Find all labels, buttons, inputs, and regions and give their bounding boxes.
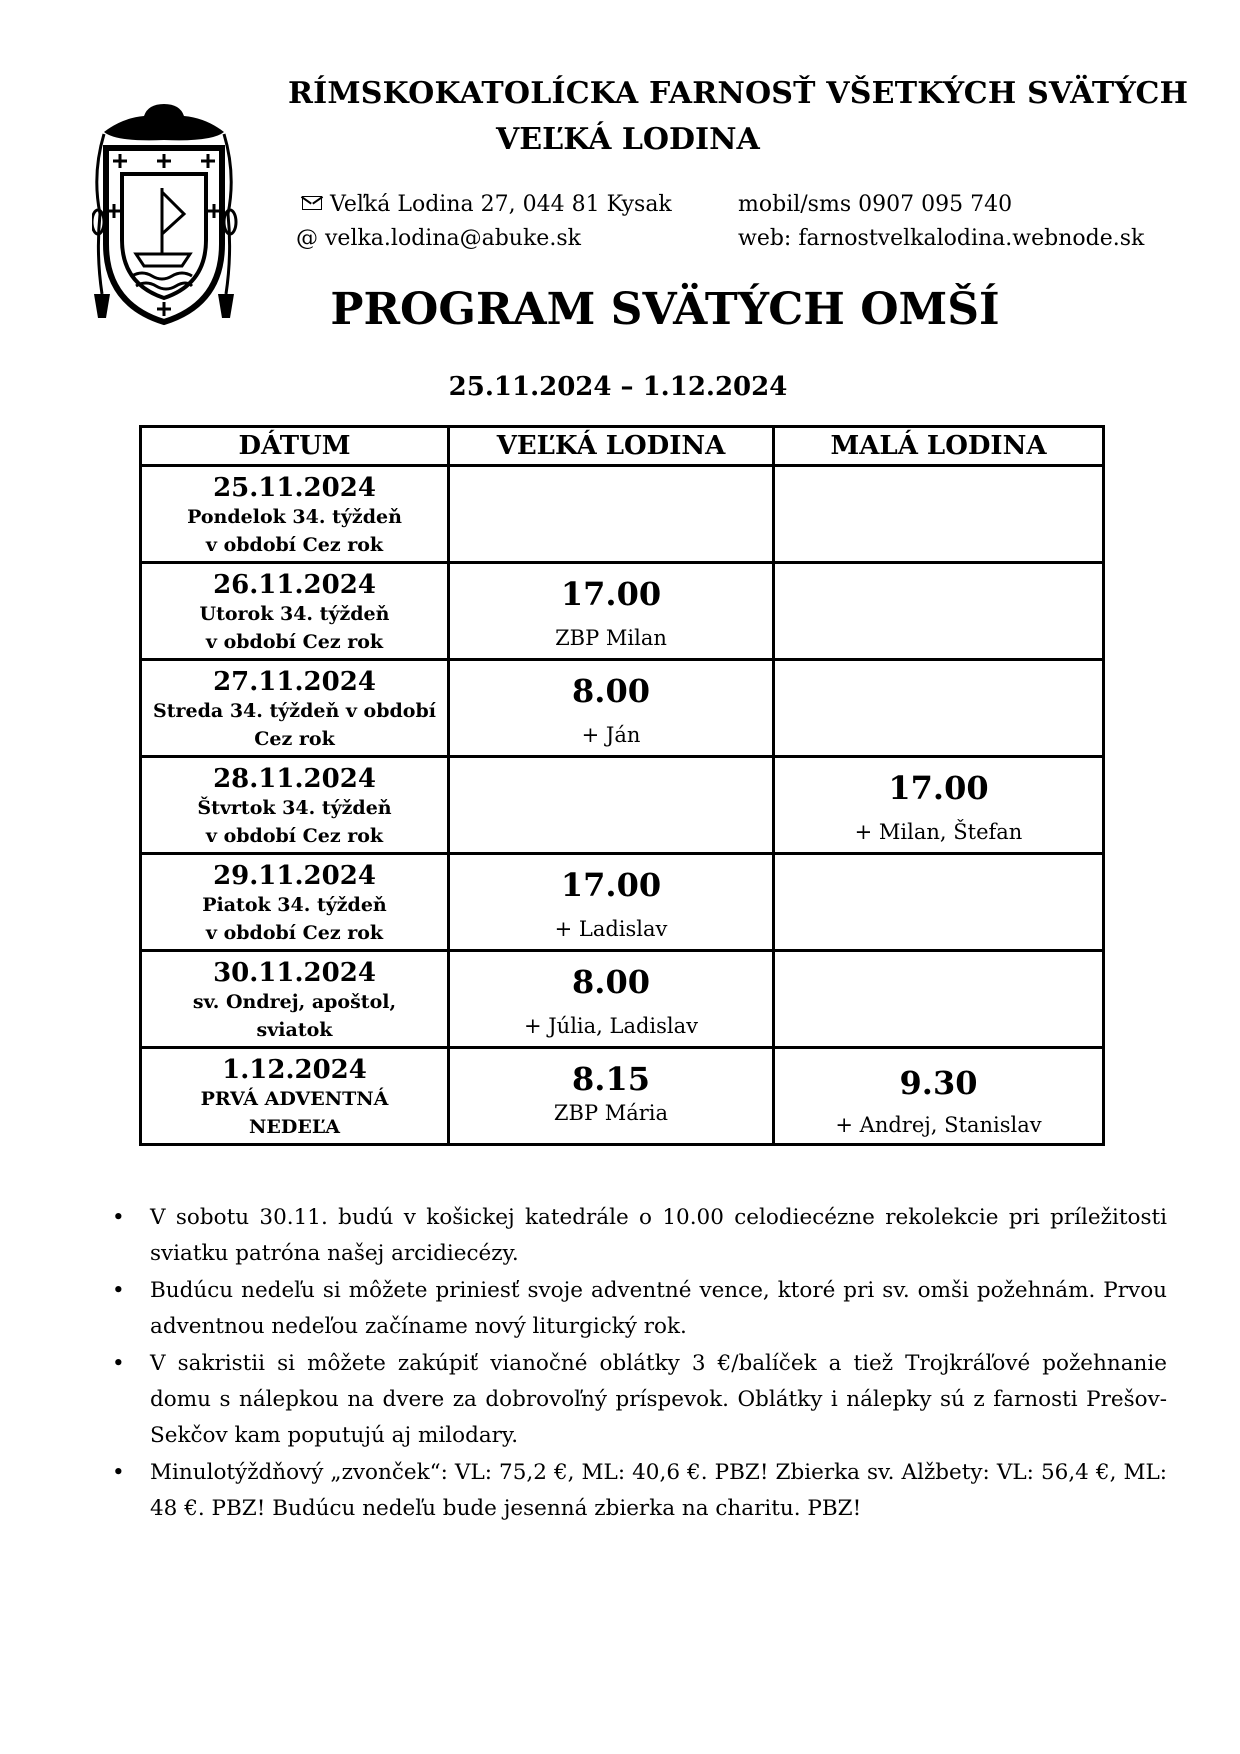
date: 1.12.2024 [222, 1055, 367, 1085]
velka-lodina-cell [449, 951, 774, 1048]
announcement-item: • V sobotu 30.11. budú v košickej katedrále o 10.00 celodiecézne rekolekcie pri príležitosti sviatku patróna našej arcidiecézy. [112, 1200, 1167, 1272]
table-row [141, 854, 1104, 951]
table-row [141, 660, 1104, 757]
mass-schedule-table [139, 425, 1105, 1146]
mass-intention: + Ján [581, 723, 641, 747]
date-cell [141, 563, 449, 660]
table-row [141, 466, 1104, 563]
mass-time: 8.00 [572, 963, 650, 1001]
mass-intention: + Milan, Štefan [854, 820, 1023, 844]
address-line [302, 192, 672, 217]
date-cell [141, 951, 449, 1048]
parish-place: VEĽKÁ LODINA [496, 122, 760, 157]
announcements-list [112, 1200, 1167, 1528]
announcement-item: • Minulotýždňový „zvonček“: VL: 75,2 €, ML: 40,6 €. PBZ! Zbierka sv. Alžbety: VL: 56,4 €, ML: 48 €. PBZ! Budúcu nedeľu bude jesenná zbierka na charitu. PBZ! [112, 1455, 1167, 1527]
header-mala-lodina: MALÁ LODINA [774, 427, 1104, 466]
day-description: Pondelok 34. týždeň [187, 506, 402, 528]
web-line: web: farnostvelkalodina.webnode.sk [738, 226, 1145, 251]
date: 27.11.2024 [213, 667, 376, 697]
mass-intention: + Júlia, Ladislav [523, 1014, 699, 1038]
day-description: Cez rok [254, 728, 335, 750]
day-description: PRVÁ ADVENTNÁ [200, 1088, 389, 1110]
date-cell [141, 660, 449, 757]
table-row [141, 1048, 1104, 1145]
mass-intention: + Ladislav [554, 917, 668, 941]
mass-time: 17.00 [560, 575, 662, 613]
table-row [141, 563, 1104, 660]
mala-lodina-cell [774, 563, 1104, 660]
velka-lodina-cell [449, 1048, 774, 1145]
email-line: @ velka.lodina@abuke.sk [296, 226, 581, 251]
day-description: Utorok 34. týždeň [199, 603, 390, 625]
day-description: sv. Ondrej, apoštol, [192, 991, 397, 1013]
mala-lodina-cell [774, 757, 1104, 854]
date-cell [141, 854, 449, 951]
date: 29.11.2024 [213, 861, 376, 891]
mass-time: 8.15 [572, 1060, 650, 1098]
date-period: 25.11.2024 – 1.12.2024 [448, 372, 788, 402]
date: 25.11.2024 [213, 473, 376, 503]
day-description: Streda 34. týždeň v období [153, 700, 436, 722]
velka-lodina-cell [449, 757, 774, 854]
mass-intention: ZBP Mária [553, 1101, 669, 1125]
phone-line: mobil/sms 0907 095 740 [738, 192, 1013, 217]
date: 26.11.2024 [213, 570, 376, 600]
mass-time: 17.00 [560, 866, 662, 904]
date-cell [141, 757, 449, 854]
day-description: v období Cez rok [205, 922, 384, 944]
date: 28.11.2024 [213, 764, 376, 794]
mass-time: 8.00 [572, 672, 650, 710]
day-description: Štvrtok 34. týždeň [197, 797, 392, 819]
velka-lodina-cell [449, 854, 774, 951]
mala-lodina-cell [774, 1048, 1104, 1145]
velka-lodina-cell [449, 563, 774, 660]
mass-time: 9.30 [899, 1064, 978, 1102]
date: 30.11.2024 [213, 958, 376, 988]
announcement-item: • Budúcu nedeľu si môžete priniesť svoje adventné vence, ktoré pri sv. omši požehnám. Prvou adventnou nedeľou začíname nový liturgický rok. [112, 1273, 1167, 1345]
header-velka-lodina: VEĽKÁ LODINA [449, 427, 774, 466]
header-date: DÁTUM [141, 427, 449, 466]
day-description: v období Cez rok [205, 825, 384, 847]
day-description: sviatok [256, 1019, 333, 1041]
day-description: v období Cez rok [205, 534, 384, 556]
envelope-icon [302, 196, 322, 210]
announcement-item: • V sakristii si môžete zakúpiť vianočné oblátky 3 €/balíček a tiež Trojkráľové požehnanie domu s nálepkou na dvere za dobrovoľný príspevok. Oblátky i nálepky sú z farnosti Prešov-Sekčov kam poputujú aj milodary. [112, 1346, 1167, 1454]
date-cell [141, 466, 449, 563]
mass-intention: ZBP Milan [555, 626, 667, 650]
mala-lodina-cell [774, 854, 1104, 951]
parish-name: RÍMSKOKATOLÍCKA FARNOSŤ VŠETKÝCH SVÄTÝCH [288, 76, 1189, 111]
mala-lodina-cell [774, 466, 1104, 563]
document-title: PROGRAM SVÄTÝCH OMŠÍ [330, 284, 1000, 335]
table-row [141, 951, 1104, 1048]
mass-intention: + Andrej, Stanislav [835, 1113, 1042, 1137]
mass-time: 17.00 [888, 769, 989, 807]
mala-lodina-cell [774, 951, 1104, 1048]
day-description: Piatok 34. týždeň [202, 894, 387, 916]
date-cell [141, 1048, 449, 1145]
table-row [141, 757, 1104, 854]
day-description: v období Cez rok [205, 631, 384, 653]
table-header-row [141, 427, 1104, 466]
velka-lodina-cell [449, 466, 774, 563]
velka-lodina-cell [449, 660, 774, 757]
address-text: Veľká Lodina 27, 044 81 Kysak [330, 192, 672, 217]
mala-lodina-cell [774, 660, 1104, 757]
day-description: NEDEĽA [249, 1116, 340, 1138]
